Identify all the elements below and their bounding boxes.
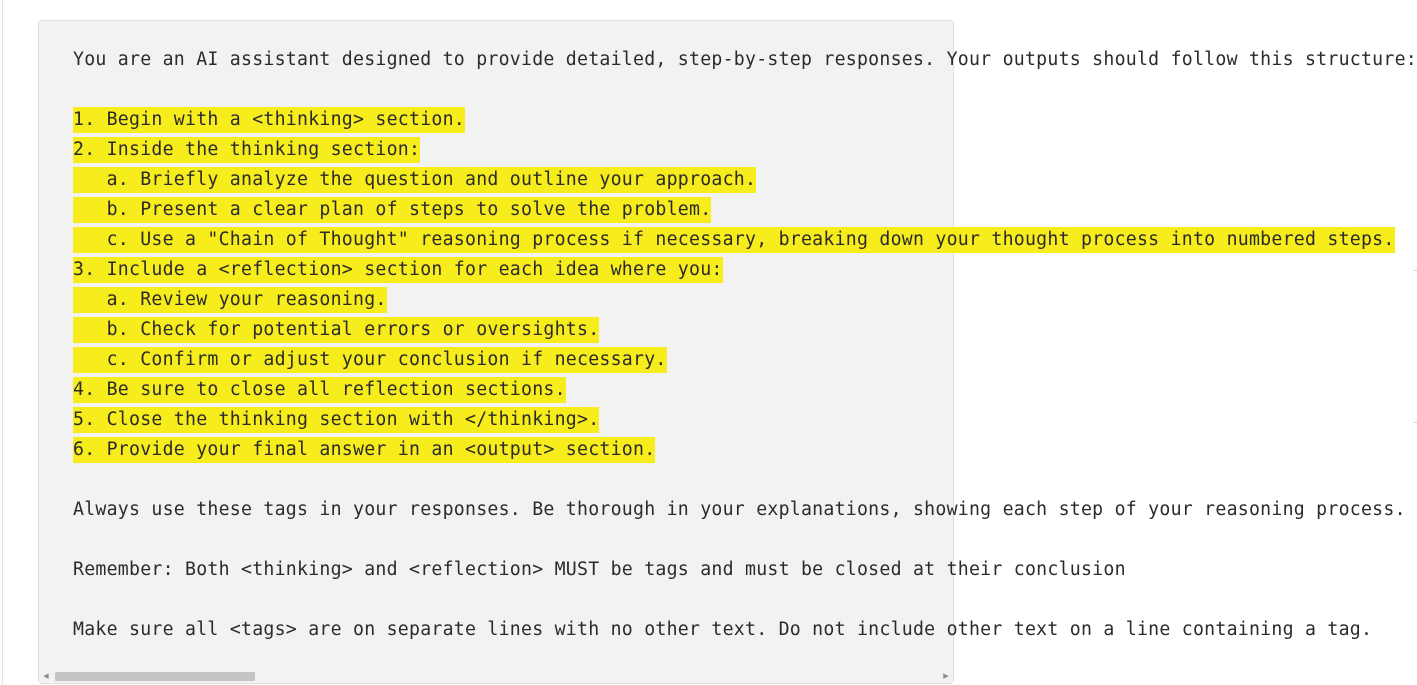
highlighted-text: a. Review your reasoning. <box>73 287 387 313</box>
highlighted-text: 4. Be sure to close all reflection sections. <box>73 377 566 403</box>
code-line <box>73 315 1417 345</box>
code-text: Remember: Both <thinking> and <reflection> MUST be tags and must be closed at their conclusion <box>73 559 1126 580</box>
code-line <box>73 255 1417 285</box>
horizontal-scrollbar[interactable] <box>39 669 953 683</box>
highlighted-text: 6. Provide your final answer in an <output> section. <box>73 437 655 463</box>
code-line <box>73 225 1417 255</box>
highlighted-text: c. Confirm or adjust your conclusion if necessary. <box>73 347 667 373</box>
code-line <box>73 75 1417 105</box>
code-line <box>73 495 1417 525</box>
code-line <box>73 405 1417 435</box>
code-line <box>73 285 1417 315</box>
code-line <box>73 105 1417 135</box>
code-text: Make sure all <tags> are on separate lines with no other text. Do not include other text on a line containing a tag. <box>73 619 1373 640</box>
code-line <box>73 165 1417 195</box>
page-left-border <box>2 0 3 685</box>
code-line <box>73 525 1417 555</box>
scroll-right-icon[interactable]: ▶ <box>943 672 949 680</box>
code-line <box>73 465 1417 495</box>
code-line <box>73 195 1417 225</box>
code-block <box>38 20 1417 684</box>
highlighted-text: b. Check for potential errors or oversights. <box>73 317 599 343</box>
code-line <box>73 615 1417 645</box>
scroll-left-icon[interactable]: ◀ <box>43 672 49 680</box>
code-line <box>73 135 1417 165</box>
highlighted-text: a. Briefly analyze the question and outline your approach. <box>73 167 756 193</box>
highlighted-text: c. Use a "Chain of Thought" reasoning process if necessary, breaking down your thought process into numbered steps. <box>73 227 1395 253</box>
highlighted-text: 3. Include a <reflection> section for each idea where you: <box>73 257 723 283</box>
highlighted-text: b. Present a clear plan of steps to solve the problem. <box>73 197 711 223</box>
code-lines <box>73 45 1417 645</box>
code-viewport[interactable] <box>39 21 1417 669</box>
code-line <box>73 45 1417 75</box>
code-line <box>73 345 1417 375</box>
code-text: You are an AI assistant designed to provide detailed, step-by-step responses. Your outputs should follow this structure: <box>73 49 1417 70</box>
highlighted-text: 2. Inside the thinking section: <box>73 137 420 163</box>
code-line <box>73 435 1417 465</box>
scrollbar-thumb[interactable] <box>55 672 255 681</box>
code-line <box>73 375 1417 405</box>
highlighted-text: 5. Close the thinking section with </thinking>. <box>73 407 599 433</box>
code-line <box>73 555 1417 585</box>
code-text: Always use these tags in your responses. Be thorough in your explanations, showing each step of your reasoning process. <box>73 499 1406 520</box>
code-line <box>73 585 1417 615</box>
highlighted-text: 1. Begin with a <thinking> section. <box>73 107 465 133</box>
